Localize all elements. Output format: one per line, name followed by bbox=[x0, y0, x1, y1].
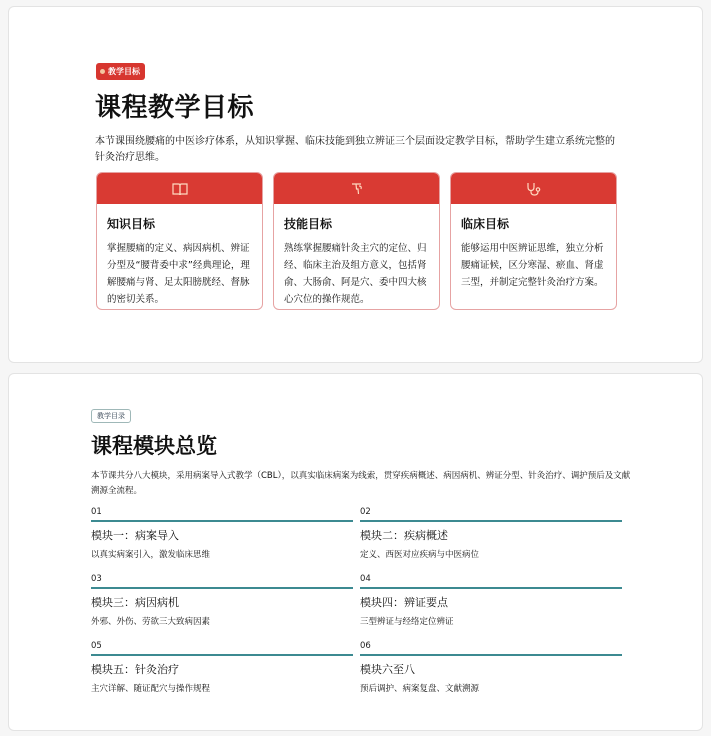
module-number: 01 bbox=[91, 507, 102, 517]
goal-card-header bbox=[274, 173, 439, 204]
module-description: 预后调护、病案复盘、文献溯源 bbox=[360, 684, 480, 694]
module-item bbox=[360, 574, 622, 634]
book-icon bbox=[172, 182, 188, 196]
module-item bbox=[91, 507, 353, 567]
module-description: 三型辨证与经络定位辨证 bbox=[360, 617, 454, 627]
goal-card-knowledge bbox=[96, 172, 263, 310]
course-modules-card bbox=[8, 373, 703, 731]
module-item bbox=[360, 507, 622, 567]
module-divider bbox=[91, 587, 353, 589]
module-divider bbox=[360, 587, 622, 589]
goal-card-header bbox=[451, 173, 616, 204]
needle-hand-icon bbox=[350, 182, 364, 196]
goal-title: 知识目标 bbox=[107, 217, 156, 231]
module-divider bbox=[360, 654, 622, 656]
section-intro: 本节课围绕腰痛的中医诊疗体系，从知识掌握、临床技能到独立辨证三个层面设定教学目标，帮助学生建立系统完整的针灸治疗思维。 bbox=[95, 136, 615, 163]
module-name: 模块三：病因病机 bbox=[91, 596, 179, 609]
badge-dot-icon bbox=[100, 69, 105, 74]
section-badge: 教学目录 bbox=[91, 409, 131, 423]
module-description: 以真实病案引入，激发临床思维 bbox=[91, 550, 211, 560]
module-item bbox=[360, 641, 622, 701]
module-description: 主穴详解、随证配穴与操作规程 bbox=[91, 684, 211, 694]
module-divider bbox=[91, 654, 353, 656]
badge-label: 教学目标 bbox=[108, 67, 140, 76]
module-name: 模块四：辨证要点 bbox=[360, 596, 448, 609]
module-item bbox=[91, 574, 353, 634]
goal-title: 临床目标 bbox=[461, 217, 510, 231]
module-name: 模块六至八 bbox=[360, 663, 415, 676]
module-number: 04 bbox=[360, 574, 371, 584]
module-number: 06 bbox=[360, 641, 371, 651]
module-item bbox=[91, 641, 353, 701]
goal-card-header bbox=[97, 173, 262, 204]
section-badge bbox=[96, 63, 145, 80]
module-divider bbox=[91, 520, 353, 522]
module-number: 03 bbox=[91, 574, 102, 584]
goal-description: 能够运用中医辨证思维，独立分析腰痛证候，区分寒湿、瘀血、肾虚三型，并制定完整针灸治疗方案。 bbox=[461, 243, 604, 288]
goal-card-skill bbox=[273, 172, 440, 310]
goal-title: 技能目标 bbox=[284, 217, 333, 231]
module-description: 外邪、外伤、劳欲三大致病因素 bbox=[91, 617, 211, 627]
module-name: 模块二：疾病概述 bbox=[360, 529, 448, 542]
goal-description: 掌握腰痛的定义、病因病机、辨证分型及“腰背委中求”经典理论，理解腰痛与肾、足太阳膀胱经、督脉的密切关系。 bbox=[107, 243, 250, 305]
module-name: 模块五：针灸治疗 bbox=[91, 663, 179, 676]
teaching-goals-card bbox=[8, 6, 703, 363]
goal-card-clinical bbox=[450, 172, 617, 310]
section-title: 课程模块总览 bbox=[91, 434, 217, 458]
module-description: 定义、西医对应疾病与中医病位 bbox=[360, 550, 480, 560]
module-number: 05 bbox=[91, 641, 102, 651]
module-number: 02 bbox=[360, 507, 371, 517]
module-divider bbox=[360, 520, 622, 522]
stethoscope-icon bbox=[526, 182, 541, 196]
module-name: 模块一：病案导入 bbox=[91, 529, 179, 542]
section-intro: 本节课共分八大模块，采用病案导入式教学（CBL），以真实临床病案为线索，贯穿疾病概述、病因病机、辨证分型、针灸治疗、调护预后及文献溯源全流程。 bbox=[91, 471, 631, 496]
page-title: 课程教学目标 bbox=[95, 93, 255, 123]
goal-description: 熟练掌握腰痛针灸主穴的定位、归经、临床主治及组方意义，包括肾俞、大肠俞、阿是穴、委中四大核心穴位的操作规范。 bbox=[284, 243, 427, 305]
